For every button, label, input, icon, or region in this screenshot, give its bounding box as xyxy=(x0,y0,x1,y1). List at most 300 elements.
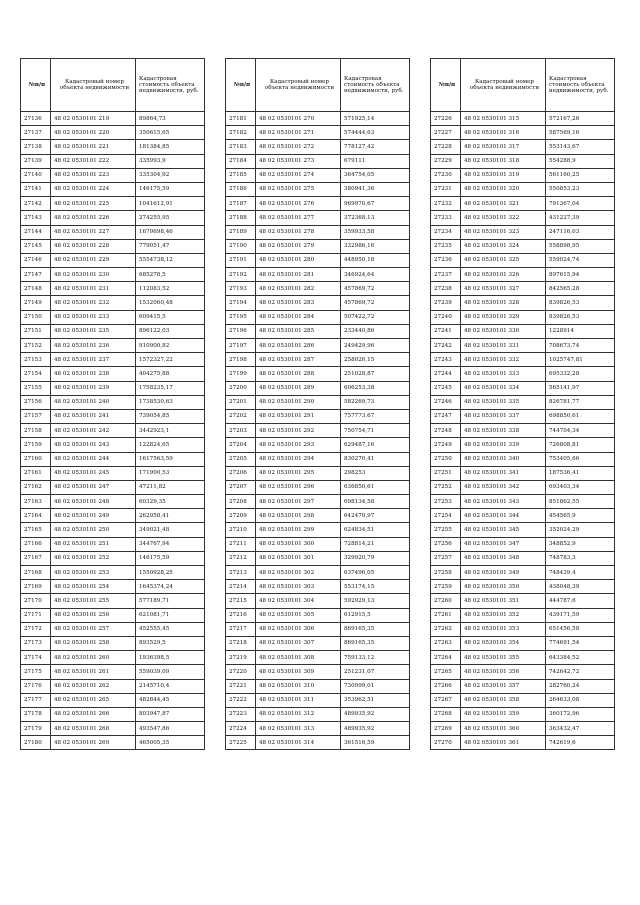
row-number: 27143 xyxy=(21,211,51,225)
cadastral-number: 48 02 0530101 360 xyxy=(461,722,546,736)
cadastral-number: 48 02 0530101 316 xyxy=(461,126,546,140)
row-number: 27155 xyxy=(21,381,51,395)
row-number: 27246 xyxy=(431,395,461,409)
row-number: 27235 xyxy=(431,239,461,253)
table-row xyxy=(226,466,410,480)
cadastral-number: 48 02 0530101 319 xyxy=(461,168,546,182)
table-row xyxy=(21,140,205,154)
cadastral-value: 431227,39 xyxy=(546,211,615,225)
cadastral-value: 685278,5 xyxy=(136,268,205,282)
cadastral-value: 744704,34 xyxy=(546,424,615,438)
cadastral-value: 803947,87 xyxy=(136,707,205,721)
cadastral-value: 329920,79 xyxy=(341,551,410,565)
cadastral-number: 48 02 0530101 293 xyxy=(256,438,341,452)
table-row xyxy=(21,466,205,480)
cadastral-value: 730999,01 xyxy=(341,679,410,693)
row-number: 27172 xyxy=(21,622,51,636)
cadastral-value: 574444,63 xyxy=(341,126,410,140)
cadastral-number: 48 02 0530101 254 xyxy=(51,580,136,594)
cadastral-number: 48 02 0530101 340 xyxy=(461,452,546,466)
cadastral-number: 48 02 0530101 352 xyxy=(461,608,546,622)
cadastral-value: 851862,55 xyxy=(546,495,615,509)
cadastral-value: 489935,92 xyxy=(341,722,410,736)
table-row xyxy=(431,339,615,353)
row-number: 27189 xyxy=(226,225,256,239)
table-row xyxy=(431,636,615,650)
cadastral-number: 48 02 0530101 287 xyxy=(256,353,341,367)
row-number: 27270 xyxy=(431,736,461,750)
row-number: 27233 xyxy=(431,211,461,225)
cadastral-number: 48 02 0530101 353 xyxy=(461,622,546,636)
table-row xyxy=(226,197,410,211)
row-number: 27141 xyxy=(21,182,51,196)
cadastral-number: 48 02 0530101 304 xyxy=(256,594,341,608)
header-row xyxy=(226,59,410,112)
cadastral-number: 48 02 0530101 261 xyxy=(51,665,136,679)
cadastral-value: 587569,16 xyxy=(546,126,615,140)
row-number: 27223 xyxy=(226,707,256,721)
cadastral-value: 1645374,24 xyxy=(136,580,205,594)
row-number: 27138 xyxy=(21,140,51,154)
table-row xyxy=(431,296,615,310)
row-number: 27262 xyxy=(431,622,461,636)
cadastral-number: 48 02 0530101 245 xyxy=(51,466,136,480)
table-row xyxy=(226,225,410,239)
cadastral-value: 332986,16 xyxy=(341,239,410,253)
cadastral-value: 642470,97 xyxy=(341,509,410,523)
cadastral-value: 493547,86 xyxy=(136,722,205,736)
cadastral-value: 791367,04 xyxy=(546,197,615,211)
cadastral-number: 48 02 0530101 280 xyxy=(256,253,341,267)
cadastral-number: 48 02 0530101 308 xyxy=(256,651,341,665)
row-number: 27191 xyxy=(226,253,256,267)
cadastral-value: 582269,73 xyxy=(341,395,410,409)
cadastral-number: 48 02 0530101 220 xyxy=(51,126,136,140)
row-number: 27265 xyxy=(431,665,461,679)
row-number: 27179 xyxy=(21,722,51,736)
cadastral-value: 364754,05 xyxy=(341,168,410,182)
cadastral-value: 465005,35 xyxy=(136,736,205,750)
cadastral-number: 48 02 0530101 292 xyxy=(256,424,341,438)
cadastral-value: 2145710,4 xyxy=(136,679,205,693)
row-number: 27158 xyxy=(21,424,51,438)
table-row xyxy=(431,622,615,636)
row-number: 27157 xyxy=(21,409,51,423)
cadastral-value: 457869,72 xyxy=(341,296,410,310)
cadastral-value: 679111 xyxy=(341,154,410,168)
header-num: №п/п xyxy=(226,59,256,112)
cadastral-number: 48 02 0530101 272 xyxy=(256,140,341,154)
table-row xyxy=(21,566,205,580)
row-number: 27209 xyxy=(226,509,256,523)
table-row xyxy=(431,126,615,140)
table-row xyxy=(431,537,615,551)
cadastral-value: 344767,94 xyxy=(136,537,205,551)
table-row xyxy=(21,310,205,324)
table-row xyxy=(226,324,410,338)
cadastral-value: 181384,85 xyxy=(136,140,205,154)
cadastral-value: 893529,5 xyxy=(136,636,205,650)
header-num: №п/п xyxy=(21,59,51,112)
cadastral-number: 48 02 0530101 224 xyxy=(51,182,136,196)
cadastral-value: 748783,3 xyxy=(546,551,615,565)
row-number: 27140 xyxy=(21,168,51,182)
cadastral-value: 448950,18 xyxy=(341,253,410,267)
table-row xyxy=(21,225,205,239)
cadastral-value: 651456,58 xyxy=(546,622,615,636)
table-row xyxy=(21,693,205,707)
table-row xyxy=(226,268,410,282)
cadastral-value: 693403,34 xyxy=(546,480,615,494)
row-number: 27192 xyxy=(226,268,256,282)
row-number: 27206 xyxy=(226,466,256,480)
header-value: Кадастровая стоимость объекта недвижимости, руб. xyxy=(341,59,410,112)
table-row xyxy=(21,353,205,367)
table-row xyxy=(21,339,205,353)
cadastral-number: 48 02 0530101 322 xyxy=(461,211,546,225)
cadastral-number: 48 02 0530101 300 xyxy=(256,537,341,551)
cadastral-value: 350615,65 xyxy=(136,126,205,140)
row-number: 27193 xyxy=(226,282,256,296)
row-number: 27169 xyxy=(21,580,51,594)
cadastral-number: 48 02 0530101 334 xyxy=(461,381,546,395)
cadastral-value: 262958,41 xyxy=(136,509,205,523)
cadastral-number: 48 02 0530101 315 xyxy=(461,112,546,126)
cadastral-number: 48 02 0530101 227 xyxy=(51,225,136,239)
cadastral-value: 1550928,25 xyxy=(136,566,205,580)
row-number: 27236 xyxy=(431,253,461,267)
cadastral-value: 112083,52 xyxy=(136,282,205,296)
cadastral-value: 353962,51 xyxy=(341,693,410,707)
cadastral-number: 48 02 0530101 354 xyxy=(461,636,546,650)
header-value: Кадастровая стоимость объекта недвижимости, руб. xyxy=(546,59,615,112)
row-number: 27161 xyxy=(21,466,51,480)
row-number: 27185 xyxy=(226,168,256,182)
table-row xyxy=(431,253,615,267)
cadastral-value: 726808,81 xyxy=(546,438,615,452)
cadastral-value: 1936398,5 xyxy=(136,651,205,665)
cadastral-number: 48 02 0530101 325 xyxy=(461,253,546,267)
cadastral-value: 47211,82 xyxy=(136,480,205,494)
table-row xyxy=(226,424,410,438)
cadastral-value: 89864,73 xyxy=(136,112,205,126)
table-row xyxy=(21,438,205,452)
table-row xyxy=(431,239,615,253)
cadastral-number: 48 02 0530101 284 xyxy=(256,310,341,324)
row-number: 27174 xyxy=(21,651,51,665)
cadastral-value: 896122,03 xyxy=(136,324,205,338)
table-row xyxy=(226,636,410,650)
cadastral-number: 48 02 0530101 270 xyxy=(256,112,341,126)
cadastral-value: 636850,61 xyxy=(341,480,410,494)
header-row xyxy=(431,59,615,112)
table-row xyxy=(21,197,205,211)
row-number: 27159 xyxy=(21,438,51,452)
cadastral-number: 48 02 0530101 333 xyxy=(461,367,546,381)
row-number: 27253 xyxy=(431,495,461,509)
cadastral-value: 897615,94 xyxy=(546,268,615,282)
row-number: 27242 xyxy=(431,339,461,353)
cadastral-number: 48 02 0530101 339 xyxy=(461,438,546,452)
table-row xyxy=(21,509,205,523)
cadastral-value: 842565,28 xyxy=(546,282,615,296)
cadastral-value: 482844,45 xyxy=(136,693,205,707)
table-row xyxy=(431,197,615,211)
table-row xyxy=(431,324,615,338)
cadastral-number: 48 02 0530101 312 xyxy=(256,707,341,721)
cadastral-value: 695332,28 xyxy=(546,367,615,381)
cadastral-value: 830270,41 xyxy=(341,452,410,466)
row-number: 27243 xyxy=(431,353,461,367)
cadastral-value: 298253 xyxy=(341,466,410,480)
table-row xyxy=(431,353,615,367)
cadastral-number: 48 02 0530101 335 xyxy=(461,395,546,409)
row-number: 27190 xyxy=(226,239,256,253)
cadastral-value: 571925,14 xyxy=(341,112,410,126)
table-row xyxy=(226,495,410,509)
cadastral-number: 48 02 0530101 269 xyxy=(51,736,136,750)
cadastral-value: 1738530,63 xyxy=(136,395,205,409)
cadastral-value: 264633,08 xyxy=(546,693,615,707)
row-number: 27200 xyxy=(226,381,256,395)
cadastral-number: 48 02 0530101 351 xyxy=(461,594,546,608)
cadastral-number: 48 02 0530101 326 xyxy=(461,268,546,282)
cadastral-number: 48 02 0530101 337 xyxy=(461,409,546,423)
cadastral-number: 48 02 0530101 330 xyxy=(461,324,546,338)
cadastral-value: 335993,9 xyxy=(136,154,205,168)
row-number: 27247 xyxy=(431,409,461,423)
cadastral-number: 48 02 0530101 305 xyxy=(256,608,341,622)
table-row xyxy=(21,452,205,466)
table-row xyxy=(431,367,615,381)
table-row xyxy=(226,707,410,721)
cadastral-value: 750754,71 xyxy=(341,424,410,438)
cadastral-value: 606253,38 xyxy=(341,381,410,395)
cadastral-value: 335304,92 xyxy=(136,168,205,182)
cadastral-number: 48 02 0530101 242 xyxy=(51,424,136,438)
cadastral-number: 48 02 0530101 313 xyxy=(256,722,341,736)
table-row xyxy=(21,679,205,693)
table-row xyxy=(431,665,615,679)
cadastral-value: 708673,74 xyxy=(546,339,615,353)
cadastral-number: 48 02 0530101 285 xyxy=(256,324,341,338)
header-row xyxy=(21,59,205,112)
cadastral-number: 48 02 0530101 294 xyxy=(256,452,341,466)
table-row xyxy=(21,495,205,509)
cadastral-value: 558898,95 xyxy=(546,239,615,253)
cadastral-number: 48 02 0530101 306 xyxy=(256,622,341,636)
table-row xyxy=(21,537,205,551)
cadastral-value: 363432,47 xyxy=(546,722,615,736)
table-row xyxy=(226,651,410,665)
cadastral-number: 48 02 0530101 258 xyxy=(51,636,136,650)
row-number: 27255 xyxy=(431,523,461,537)
table-row xyxy=(226,523,410,537)
row-number: 27198 xyxy=(226,353,256,367)
row-number: 27218 xyxy=(226,636,256,650)
cadastral-number: 48 02 0530101 231 xyxy=(51,282,136,296)
cadastral-number: 48 02 0530101 243 xyxy=(51,438,136,452)
cadastral-value: 753405,66 xyxy=(546,452,615,466)
cadastral-number: 48 02 0530101 350 xyxy=(461,580,546,594)
cadastral-number: 48 02 0530101 323 xyxy=(461,225,546,239)
cadastral-value: 454565,9 xyxy=(546,509,615,523)
cadastral-number: 48 02 0530101 275 xyxy=(256,182,341,196)
cadastral-value: 1679698,46 xyxy=(136,225,205,239)
cadastral-number: 48 02 0530101 248 xyxy=(51,495,136,509)
table-row xyxy=(431,268,615,282)
row-number: 27167 xyxy=(21,551,51,565)
row-number: 27217 xyxy=(226,622,256,636)
cadastral-value: 282760,24 xyxy=(546,679,615,693)
row-number: 27216 xyxy=(226,608,256,622)
cadastral-value: 1532060,48 xyxy=(136,296,205,310)
cadastral-value: 869165,35 xyxy=(341,636,410,650)
table-row xyxy=(21,480,205,494)
row-number: 27205 xyxy=(226,452,256,466)
table-row xyxy=(226,112,410,126)
table-row xyxy=(226,253,410,267)
row-number: 27224 xyxy=(226,722,256,736)
cadastral-value: 612915,5 xyxy=(341,608,410,622)
cadastral-number: 48 02 0530101 229 xyxy=(51,253,136,267)
row-number: 27201 xyxy=(226,395,256,409)
cadastral-value: 561160,25 xyxy=(546,168,615,182)
table-row xyxy=(226,239,410,253)
cadastral-number: 48 02 0530101 318 xyxy=(461,154,546,168)
row-number: 27145 xyxy=(21,239,51,253)
cadastral-number: 48 02 0530101 255 xyxy=(51,594,136,608)
table-row xyxy=(21,126,205,140)
table-row xyxy=(431,480,615,494)
cadastral-number: 48 02 0530101 299 xyxy=(256,523,341,537)
row-number: 27178 xyxy=(21,707,51,721)
table-row xyxy=(226,409,410,423)
cadastral-number: 48 02 0530101 288 xyxy=(256,367,341,381)
row-number: 27186 xyxy=(226,182,256,196)
table-row xyxy=(226,154,410,168)
cadastral-number: 48 02 0530101 283 xyxy=(256,296,341,310)
row-number: 27230 xyxy=(431,168,461,182)
row-number: 27150 xyxy=(21,310,51,324)
cadastral-number: 48 02 0530101 276 xyxy=(256,197,341,211)
row-number: 27156 xyxy=(21,395,51,409)
row-number: 27176 xyxy=(21,679,51,693)
cadastral-number: 48 02 0530101 298 xyxy=(256,509,341,523)
cadastral-value: 553143,67 xyxy=(546,140,615,154)
cadastral-number: 48 02 0530101 268 xyxy=(51,722,136,736)
row-number: 27225 xyxy=(226,736,256,750)
cadastral-number: 48 02 0530101 355 xyxy=(461,651,546,665)
table-row xyxy=(431,722,615,736)
table-row xyxy=(226,126,410,140)
row-number: 27250 xyxy=(431,452,461,466)
cadastral-value: 550853,23 xyxy=(546,182,615,196)
cadastral-value: 348852,9 xyxy=(546,537,615,551)
row-number: 27267 xyxy=(431,693,461,707)
row-number: 27258 xyxy=(431,566,461,580)
cadastral-value: 361516,59 xyxy=(341,736,410,750)
row-number: 27177 xyxy=(21,693,51,707)
table-row xyxy=(21,112,205,126)
row-number: 27137 xyxy=(21,126,51,140)
cadastre-table-2 xyxy=(225,58,410,750)
header-num: №п/п xyxy=(431,59,461,112)
cadastral-number: 48 02 0530101 290 xyxy=(256,395,341,409)
cadastral-number: 48 02 0530101 239 xyxy=(51,381,136,395)
table-row xyxy=(21,296,205,310)
table-row xyxy=(226,608,410,622)
cadastral-value: 839826,53 xyxy=(546,310,615,324)
cadastral-number: 48 02 0530101 271 xyxy=(256,126,341,140)
row-number: 27264 xyxy=(431,651,461,665)
cadastral-number: 48 02 0530101 241 xyxy=(51,409,136,423)
table-row xyxy=(21,424,205,438)
cadastral-value: 759133,12 xyxy=(341,651,410,665)
cadastral-number: 48 02 0530101 314 xyxy=(256,736,341,750)
cadastral-number: 48 02 0530101 282 xyxy=(256,282,341,296)
row-number: 27196 xyxy=(226,324,256,338)
table-row xyxy=(431,580,615,594)
table-row xyxy=(21,551,205,565)
cadastral-number: 48 02 0530101 307 xyxy=(256,636,341,650)
table-row xyxy=(226,509,410,523)
cadastral-number: 48 02 0530101 344 xyxy=(461,509,546,523)
row-number: 27160 xyxy=(21,452,51,466)
table-row xyxy=(21,239,205,253)
cadastral-value: 728814,21 xyxy=(341,537,410,551)
row-number: 27199 xyxy=(226,367,256,381)
cadastral-value: 1758235,17 xyxy=(136,381,205,395)
table-row xyxy=(226,594,410,608)
row-number: 27204 xyxy=(226,438,256,452)
table-row xyxy=(226,339,410,353)
table-row xyxy=(226,140,410,154)
table-row xyxy=(431,182,615,196)
row-number: 27139 xyxy=(21,154,51,168)
table-row xyxy=(226,282,410,296)
cadastral-value: 359933,58 xyxy=(341,225,410,239)
cadastral-number: 48 02 0530101 249 xyxy=(51,509,136,523)
row-number: 27149 xyxy=(21,296,51,310)
row-number: 27254 xyxy=(431,509,461,523)
table-row xyxy=(226,566,410,580)
table-row xyxy=(21,409,205,423)
row-number: 27237 xyxy=(431,268,461,282)
table-row xyxy=(226,665,410,679)
row-number: 27215 xyxy=(226,594,256,608)
table-row xyxy=(226,679,410,693)
cadastral-value: 826781,77 xyxy=(546,395,615,409)
row-number: 27144 xyxy=(21,225,51,239)
cadastral-value: 637496,05 xyxy=(341,566,410,580)
cadastral-number: 48 02 0530101 321 xyxy=(461,197,546,211)
cadastral-number: 48 02 0530101 279 xyxy=(256,239,341,253)
table-row xyxy=(226,551,410,565)
cadastral-number: 48 02 0530101 347 xyxy=(461,537,546,551)
table-row xyxy=(431,395,615,409)
cadastral-number: 48 02 0530101 237 xyxy=(51,353,136,367)
table-row xyxy=(431,282,615,296)
cadastral-value: 372368,13 xyxy=(341,211,410,225)
cadastral-number: 48 02 0530101 310 xyxy=(256,679,341,693)
table-row xyxy=(21,707,205,721)
cadastral-value: 146175,59 xyxy=(136,551,205,565)
cadastral-number: 48 02 0530101 332 xyxy=(461,353,546,367)
cadastral-number: 48 02 0530101 219 xyxy=(51,112,136,126)
row-number: 27263 xyxy=(431,636,461,650)
row-number: 27166 xyxy=(21,537,51,551)
